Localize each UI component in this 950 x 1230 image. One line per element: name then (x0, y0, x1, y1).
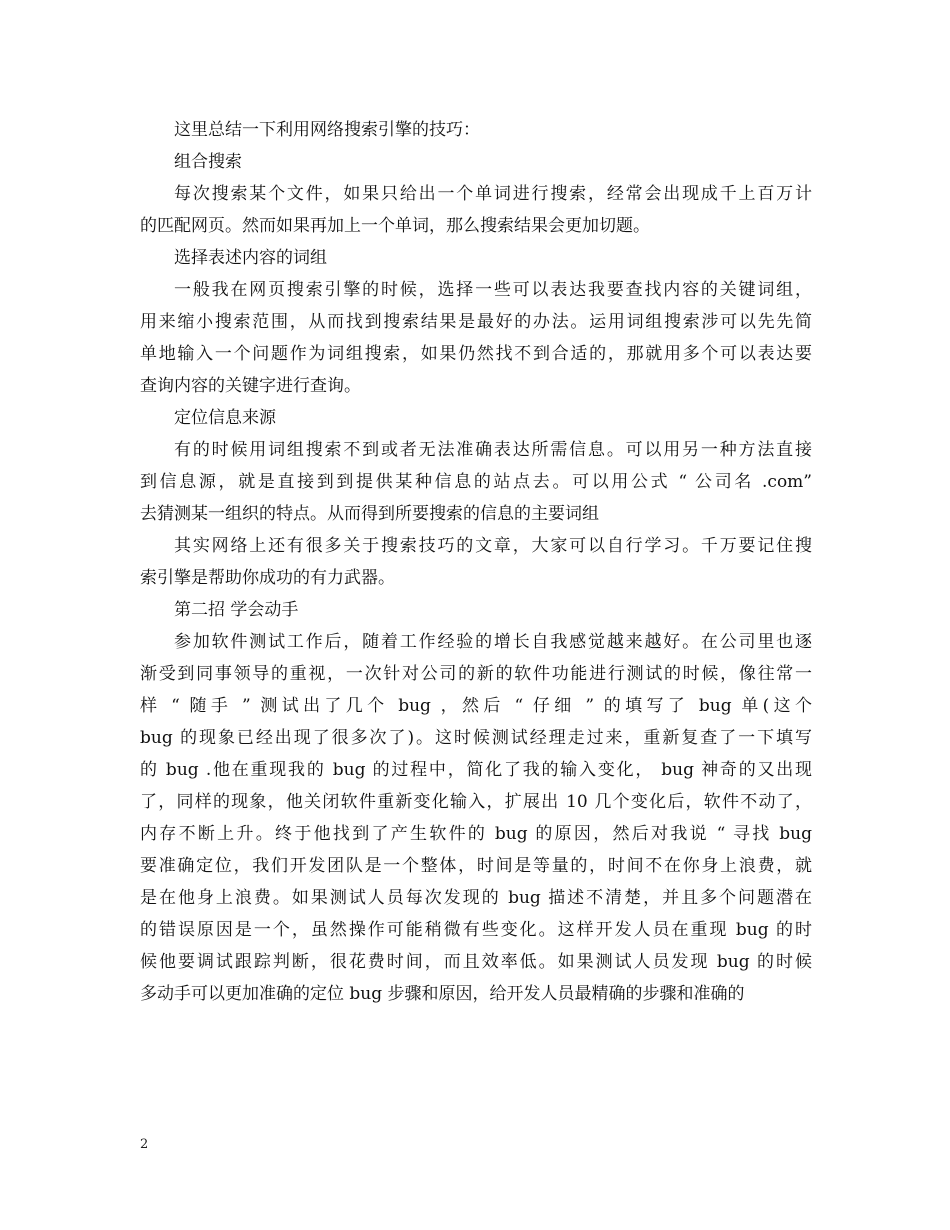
body-text (140, 114, 812, 1010)
paragraph (140, 594, 812, 626)
paragraph (140, 114, 812, 146)
text-line: 用来缩小搜索范围，从而找到搜索结果是最好的办法。运用词组搜索涉可以先先简 (140, 312, 812, 332)
text-line: 的 bug .他在重现我的 bug 的过程中，简化了我的输入变化， bug 神奇的又出现 (140, 760, 812, 780)
text-line: 组合搜索 (174, 152, 242, 172)
text-line: 选择表述内容的词组 (174, 248, 327, 268)
text-line: 单地输入一个问题作为词组搜索，如果仍然找不到合适的，那就用多个可以表达要 (140, 344, 812, 364)
text-line: 的错误原因是一个，虽然操作可能稍微有些变化。这样开发人员在重现 bug 的时 (140, 920, 812, 940)
paragraph (140, 178, 812, 242)
text-line: 参加软件测试工作后，随着工作经验的增长自我感觉越来越好。在公司里也逐 (174, 632, 812, 652)
text-line: 去猜测某一组织的特点。从而得到所要搜索的信息的主要词组 (140, 504, 599, 524)
text-line: 查询内容的关键字进行查询。 (140, 376, 361, 396)
text-line: 样 “ 随手 ” 测试出了几个 bug ，然后 “ 仔细 ” 的填写了 bug 单(这个 (140, 696, 812, 716)
text-line: 候他要调试跟踪判断，很花费时间，而且效率低。如果测试人员发现 bug 的时候 (140, 952, 812, 972)
text-line: 定位信息来源 (174, 408, 276, 428)
text-line: 其实网络上还有很多关于搜索技巧的文章，大家可以自行学习。千万要记住搜 (174, 536, 812, 556)
text-line: 内存不断上升。终于他找到了产生软件的 bug 的原因，然后对我说 “ 寻找 bug (140, 824, 812, 844)
paragraph (140, 530, 812, 594)
paragraph (140, 402, 812, 434)
paragraph (140, 434, 812, 530)
text-line: 一般我在网页搜索引擎的时候，选择一些可以表达我要查找内容的关键词组， (174, 280, 812, 300)
text-line: 有的时候用词组搜索不到或者无法准确表达所需信息。可以用另一种方法直接 (174, 440, 812, 460)
paragraph (140, 242, 812, 274)
text-line: 第二招 学会动手 (174, 600, 299, 620)
text-line: 这里总结一下利用网络搜索引擎的技巧： (174, 120, 480, 140)
text-line: 渐受到同事领导的重视，一次针对公司的新的软件功能进行测试的时候，像往常一 (140, 664, 812, 684)
text-line: 索引擎是帮助你成功的有力武器。 (140, 568, 395, 588)
text-line: bug 的现象已经出现了很多次了)。这时候测试经理走过来，重新复查了一下填写 (140, 728, 812, 748)
text-line: 多动手可以更加准确的定位 bug 步骤和原因，给开发人员最精确的步骤和准确的 (140, 984, 745, 1004)
page-number: 2 (140, 1137, 149, 1152)
paragraph (140, 274, 812, 402)
paragraph (140, 146, 812, 178)
text-line: 要准确定位，我们开发团队是一个整体，时间是等量的，时间不在你身上浪费，就 (140, 856, 812, 876)
text-line: 的匹配网页。然而如果再加上一个单词，那么搜索结果会更加切题。 (140, 216, 650, 236)
text-line: 每次搜索某个文件，如果只给出一个单词进行搜索，经常会出现成千上百万计 (174, 184, 812, 204)
text-line: 是在他身上浪费。如果测试人员每次发现的 bug 描述不清楚，并且多个问题潜在 (140, 888, 812, 908)
paragraph (140, 626, 812, 1010)
text-line: 到信息源，就是直接到到提供某种信息的站点去。可以用公式 “ 公司名 .com” (140, 472, 812, 492)
text-line: 了，同样的现象，他关闭软件重新变化输入，扩展出 10 几个变化后，软件不动了， (140, 792, 812, 812)
